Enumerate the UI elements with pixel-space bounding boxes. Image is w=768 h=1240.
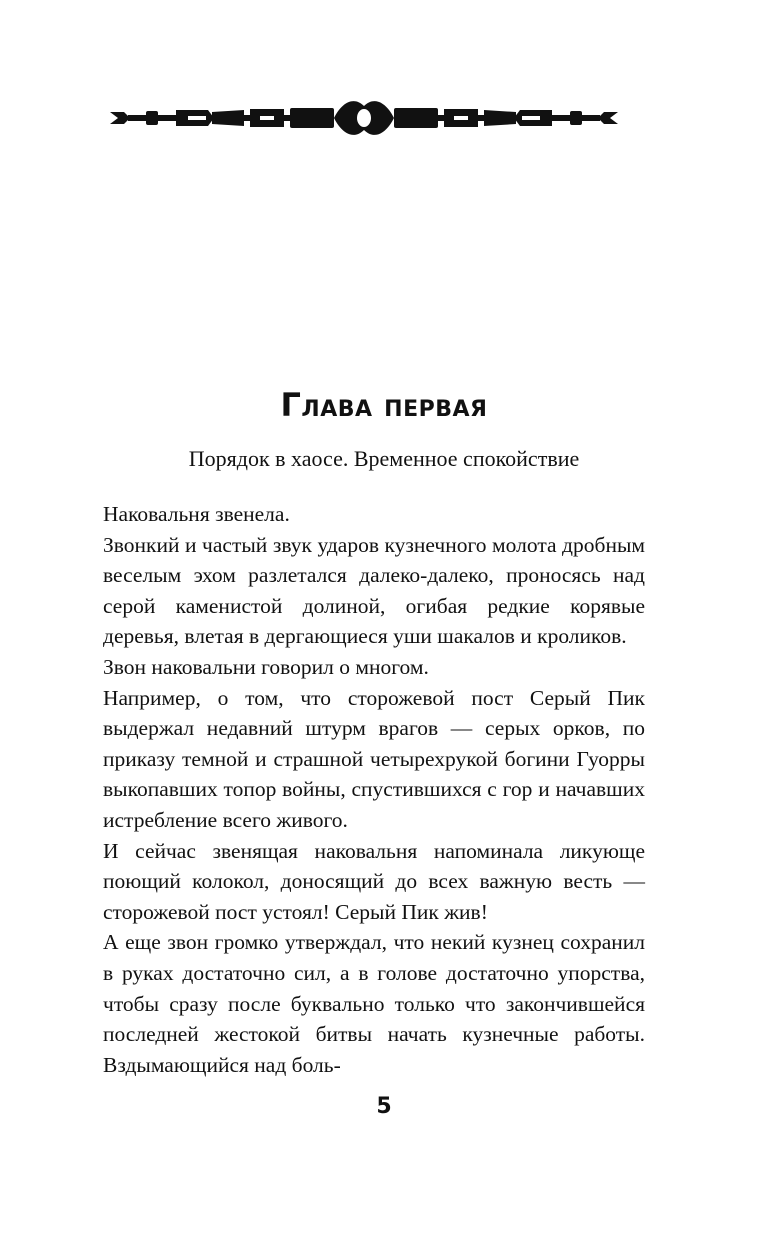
page-number: 5 <box>376 1094 392 1119</box>
paragraph: А еще звон громко утверждал, что некий кузнец сохранил в руках достаточно сил, а в голове достаточно упорства, чтобы сразу после буквально только что закончившейся последней жестокой битвы начать кузнечные работы. Вздымающийся над боль- <box>103 930 645 1077</box>
paragraph: Наковальня звенела. <box>103 502 290 526</box>
chapter-ornament <box>110 96 618 146</box>
paragraph: Например, о том, что сторожевой пост Серый Пик выдержал недавний штурм врагов — серых орков, по приказу темной и страшной четырехрукой богини Гуорры выкопавших топор войны, спустившихся с гор и начавших истребление всего живого. <box>103 685 645 832</box>
chapter-title: Глава первая <box>280 386 488 424</box>
paragraph: Звонкий и частый звук ударов кузнечного молота дробным веселым эхом разлетался далеко-далеко, проносясь над серой каменистой долиной, огибая редкие корявые деревья, влетая в дергающиеся уши шакалов и кроликов. <box>103 532 645 649</box>
chapter-body <box>103 499 645 1080</box>
paragraph: Звон наковальни говорил о многом. <box>103 654 429 679</box>
chapter-subtitle: Порядок в хаосе. Временное спокойствие <box>188 446 580 471</box>
paragraph: И сейчас звенящая наковальня напоминала ликующе поющий колокол, доносящий до всех важную весть — сторожевой пост устоял! Серый Пик жив! <box>103 838 645 924</box>
